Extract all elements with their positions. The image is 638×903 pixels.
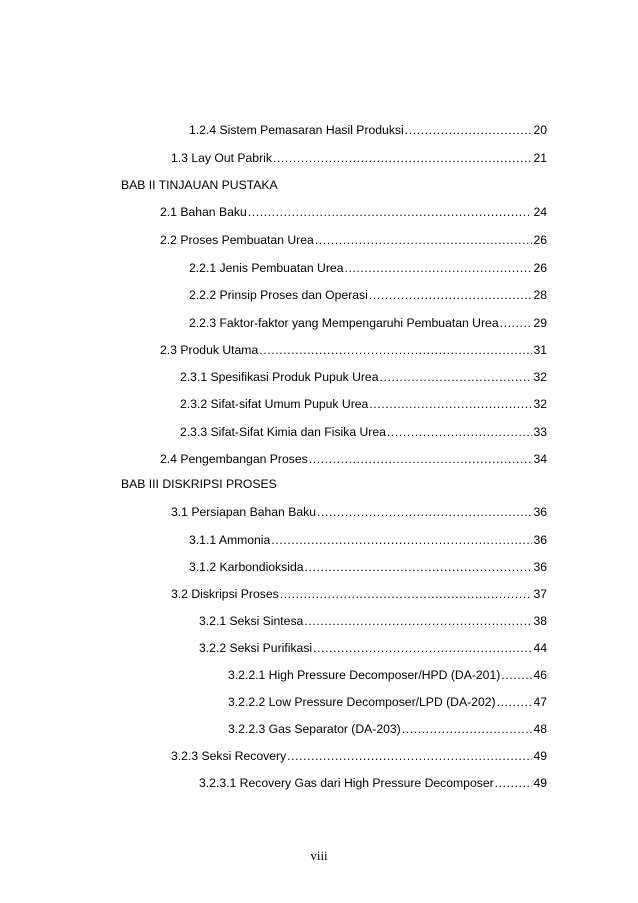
toc-entry-page: 32 <box>533 370 547 384</box>
toc-leader-dots <box>315 232 533 248</box>
toc-entry <box>160 449 547 467</box>
toc-entry-title: 2.3.2 Sifat-sifat Umum Pupuk Urea <box>180 397 369 411</box>
toc-entry <box>228 665 547 683</box>
toc-entry <box>199 638 547 656</box>
toc-leader-dots <box>313 640 532 656</box>
toc-leader-dots <box>305 559 533 575</box>
toc-entry <box>180 367 547 385</box>
toc-entry-page: 26 <box>533 233 547 247</box>
toc-entry <box>189 557 547 575</box>
toc-entry-page: 32 <box>533 397 547 411</box>
toc-entry <box>160 340 547 358</box>
toc-entry <box>189 285 547 303</box>
page-number: viii <box>310 848 328 863</box>
toc-entry <box>189 258 547 276</box>
toc-entry-title: 3.1 Persiapan Bahan Baku <box>171 505 317 519</box>
toc-leader-dots <box>495 775 533 791</box>
toc-entry-page: 36 <box>533 560 547 574</box>
toc-entry-title: 3.1.2 Karbondioksida <box>189 560 304 574</box>
toc-entry-title: 2.3.3 Sifat-Sifat Kimia dan Fisika Urea <box>180 425 386 439</box>
toc-entry <box>199 611 547 629</box>
toc-entry-page: 21 <box>533 151 547 165</box>
toc-leader-dots <box>369 287 533 303</box>
toc-entry-title: 3.2.2.1 High Pressure Decomposer/HPD (DA-201) <box>228 668 501 682</box>
toc-leader-dots <box>271 532 532 548</box>
toc-leader-dots <box>369 396 532 412</box>
toc-entry <box>189 120 547 138</box>
toc-entry-page: 26 <box>533 261 547 275</box>
toc-leader-dots <box>280 586 533 602</box>
toc-entry-page: 48 <box>533 722 547 736</box>
toc-entry-page: 29 <box>533 316 547 330</box>
chapter-heading: BAB II TINJAUAN PUSTAKA <box>121 178 278 192</box>
toc-leader-dots <box>402 721 533 737</box>
toc-entry <box>180 394 547 412</box>
toc-leader-dots <box>248 204 533 220</box>
toc-leader-dots <box>387 424 533 440</box>
toc-entry-title: 3.2.1 Seksi Sintesa <box>199 614 304 628</box>
chapter-heading: BAB III DISKRIPSI PROSES <box>121 477 277 491</box>
toc-entry-title: 3.2.2.3 Gas Separator (DA-203) <box>228 722 401 736</box>
toc-leader-dots <box>500 315 533 331</box>
toc-leader-dots <box>287 748 532 764</box>
toc-entry-title: 2.3.1 Spesifikasi Produk Pupuk Urea <box>180 370 379 384</box>
toc-entry <box>228 692 547 710</box>
toc-entry-page: 28 <box>533 288 547 302</box>
toc-entry-title: 3.2.2 Seksi Purifikasi <box>199 641 313 655</box>
toc-leader-dots <box>501 667 532 683</box>
toc-entry-page: 38 <box>533 614 547 628</box>
toc-entry-title: 3.1.1 Ammonia <box>189 533 271 547</box>
toc-entry <box>180 422 547 440</box>
toc-entry <box>189 313 547 331</box>
toc-leader-dots <box>405 122 533 138</box>
toc-entry-page: 31 <box>533 343 547 357</box>
toc-entry <box>171 502 547 520</box>
toc-entry-page: 33 <box>533 425 547 439</box>
toc-leader-dots <box>273 150 532 166</box>
toc-leader-dots <box>304 613 532 629</box>
toc-entry <box>160 202 547 220</box>
toc-entry <box>171 746 547 764</box>
toc-entry-page: 49 <box>533 776 547 790</box>
toc-entry <box>171 584 547 602</box>
toc-entry <box>171 148 547 166</box>
toc-leader-dots <box>380 369 533 385</box>
toc-leader-dots <box>259 342 532 358</box>
toc-entry-page: 20 <box>533 123 547 137</box>
toc-entry <box>228 719 547 737</box>
toc-entry <box>160 230 547 248</box>
toc-entry-page: 44 <box>533 641 547 655</box>
toc-entry-page: 36 <box>533 533 547 547</box>
toc-entry-page: 46 <box>533 668 547 682</box>
toc-leader-dots <box>309 451 533 467</box>
toc-entry-title: 2.2.3 Faktor-faktor yang Mempengaruhi Pembuatan Urea <box>189 316 499 330</box>
toc-entry-title: 3.2.3 Seksi Recovery <box>171 749 287 763</box>
toc-entry <box>189 530 547 548</box>
toc-entry-page: 47 <box>533 695 547 709</box>
toc-entry-title: 2.2.1 Jenis Pembuatan Urea <box>189 261 344 275</box>
toc-entry-title: 2.3 Produk Utama <box>160 343 259 357</box>
toc-leader-dots <box>344 260 532 276</box>
toc-entry <box>199 773 547 791</box>
toc-entry-title: 2.4 Pengembangan Proses <box>160 452 308 466</box>
toc-entry-title: 3.2 Diskripsi Proses <box>171 587 279 601</box>
toc-entry-title: 2.2 Proses Pembuatan Urea <box>160 233 314 247</box>
toc-entry-title: 2.1 Bahan Baku <box>160 205 247 219</box>
toc-entry-page: 34 <box>533 452 547 466</box>
toc-entry-page: 37 <box>533 587 547 601</box>
toc-entry-page: 49 <box>533 749 547 763</box>
toc-leader-dots <box>317 504 532 520</box>
toc-leader-dots <box>497 694 533 710</box>
toc-entry-title: 1.2.4 Sistem Pemasaran Hasil Produksi <box>189 123 404 137</box>
toc-entry-title: 3.2.3.1 Recovery Gas dari High Pressure Decomposer <box>199 776 494 790</box>
toc-entry-title: 2.2.2 Prinsip Proses dan Operasi <box>189 288 368 302</box>
toc-entry-title: 1.3 Lay Out Pabrik <box>171 151 272 165</box>
toc-entry-page: 36 <box>533 505 547 519</box>
toc-entry-page: 24 <box>533 205 547 219</box>
toc-entry-title: 3.2.2.2 Low Pressure Decomposer/LPD (DA-202) <box>228 695 496 709</box>
